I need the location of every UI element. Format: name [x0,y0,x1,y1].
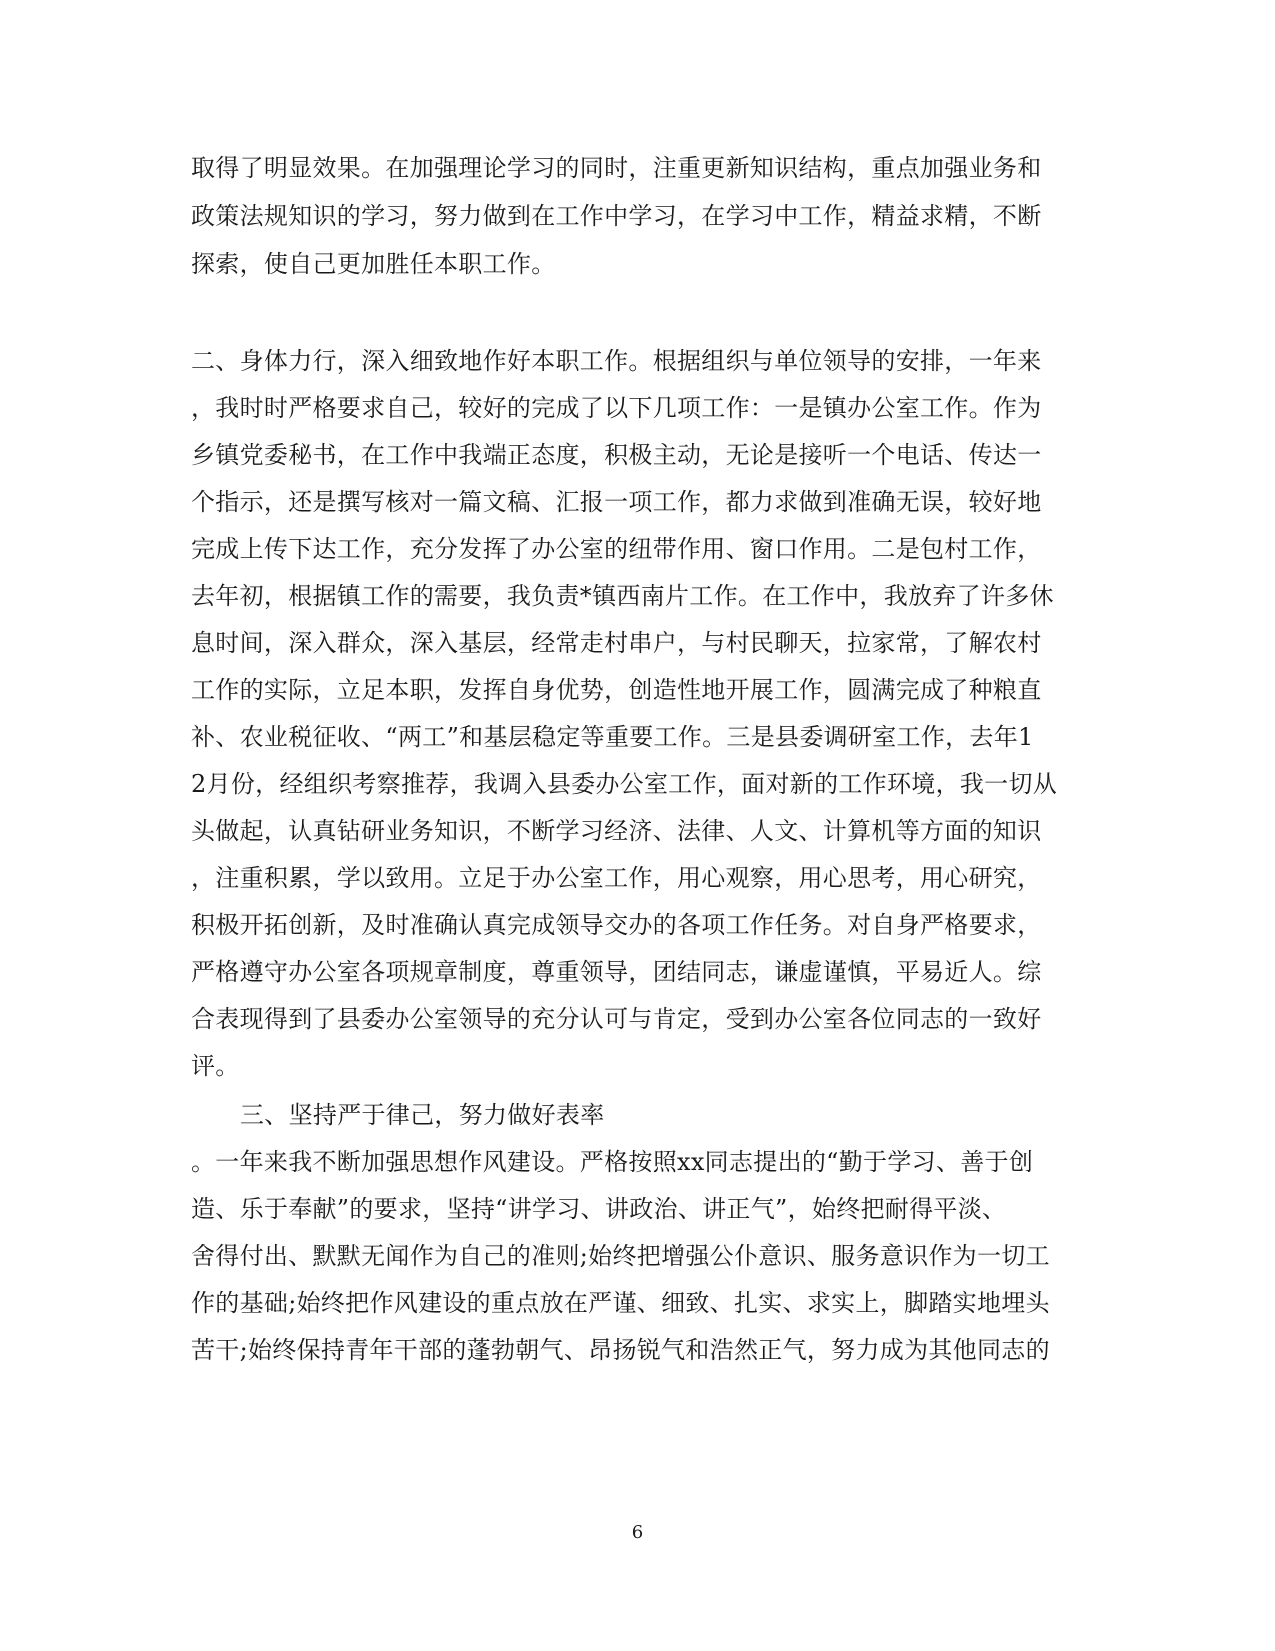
text-line: 2月份，经组织考察推荐，我调入县委办公室工作，面对新的工作环境，我一切从 [191,770,1058,798]
page-number: 6 [631,1522,644,1543]
text-line: 头做起，认真钻研业务知识，不断学习经济、法律、人文、计算机等方面的知识 [191,817,1042,845]
text-line: 造、乐于奉献”的要求，坚持“讲学习、讲政治、讲正气”，始终把耐得平淡、 [191,1195,1007,1223]
text-line: 合表现得到了县委办公室领导的充分认可与肯定，受到办公室各位同志的一致好 [191,1005,1042,1033]
text-line: 。一年来我不断加强思想作风建设。严格按照xx同志提出的“勤于学习、善于创 [191,1148,1034,1176]
text-line: 舍得付出、默默无闻作为自己的准则;始终把增强公仆意识、服务意识作为一切工 [191,1242,1050,1270]
text-line: 严格遵守办公室各项规章制度，尊重领导，团结同志，谦虚谨慎，平易近人。综 [191,958,1042,986]
text-line: 作的基础;始终把作风建设的重点放在严谨、细致、扎实、求实上，脚踏实地埋头 [191,1289,1050,1317]
text-line: 补、农业税征收、“两工”和基层稳定等重要工作。三是县委调研室工作，去年1 [191,723,1034,751]
text-line: 苦干;始终保持青年干部的蓬勃朝气、昂扬锐气和浩然正气，努力成为其他同志的 [191,1336,1050,1364]
text-line: 政策法规知识的学习，努力做到在工作中学习，在学习中工作，精益求精，不断 [191,202,1042,230]
text-line: 评。 [191,1052,240,1080]
text-line: 个指示，还是撰写核对一篇文稿、汇报一项工作，都力求做到准确无误，较好地 [191,488,1042,516]
text-line: ，我时时严格要求自己，较好的完成了以下几项工作：一是镇办公室工作。作为 [191,394,1042,422]
text-line: 工作的实际，立足本职，发挥自身优势，创造性地开展工作，圆满完成了种粮直 [191,676,1042,704]
text-line: 乡镇党委秘书，在工作中我端正态度，积极主动，无论是接听一个电话、传达一 [191,441,1042,469]
text-line: 去年初，根据镇工作的需要，我负责*镇西南片工作。在工作中，我放弃了许多休 [191,582,1054,610]
text-line: 探索，使自己更加胜任本职工作。 [191,250,556,278]
text-line: 二、身体力行，深入细致地作好本职工作。根据组织与单位领导的安排，一年来 [191,347,1042,375]
text-line: 积极开拓创新，及时准确认真完成领导交办的各项工作任务。对自身严格要求， [191,911,1042,939]
text-line: 息时间，深入群众，深入基层，经常走村串户，与村民聊天，拉家常，了解农村 [191,629,1042,657]
text-line: 完成上传下达工作，充分发挥了办公室的纽带作用、窗口作用。二是包村工作， [191,535,1042,563]
text-line: 取得了明显效果。在加强理论学习的同时，注重更新知识结构，重点加强业务和 [191,154,1042,182]
text-line: ，注重积累，学以致用。立足于办公室工作，用心观察，用心思考，用心研究， [191,864,1042,892]
section-heading: 三、坚持严于律己，努力做好表率 [240,1101,605,1129]
